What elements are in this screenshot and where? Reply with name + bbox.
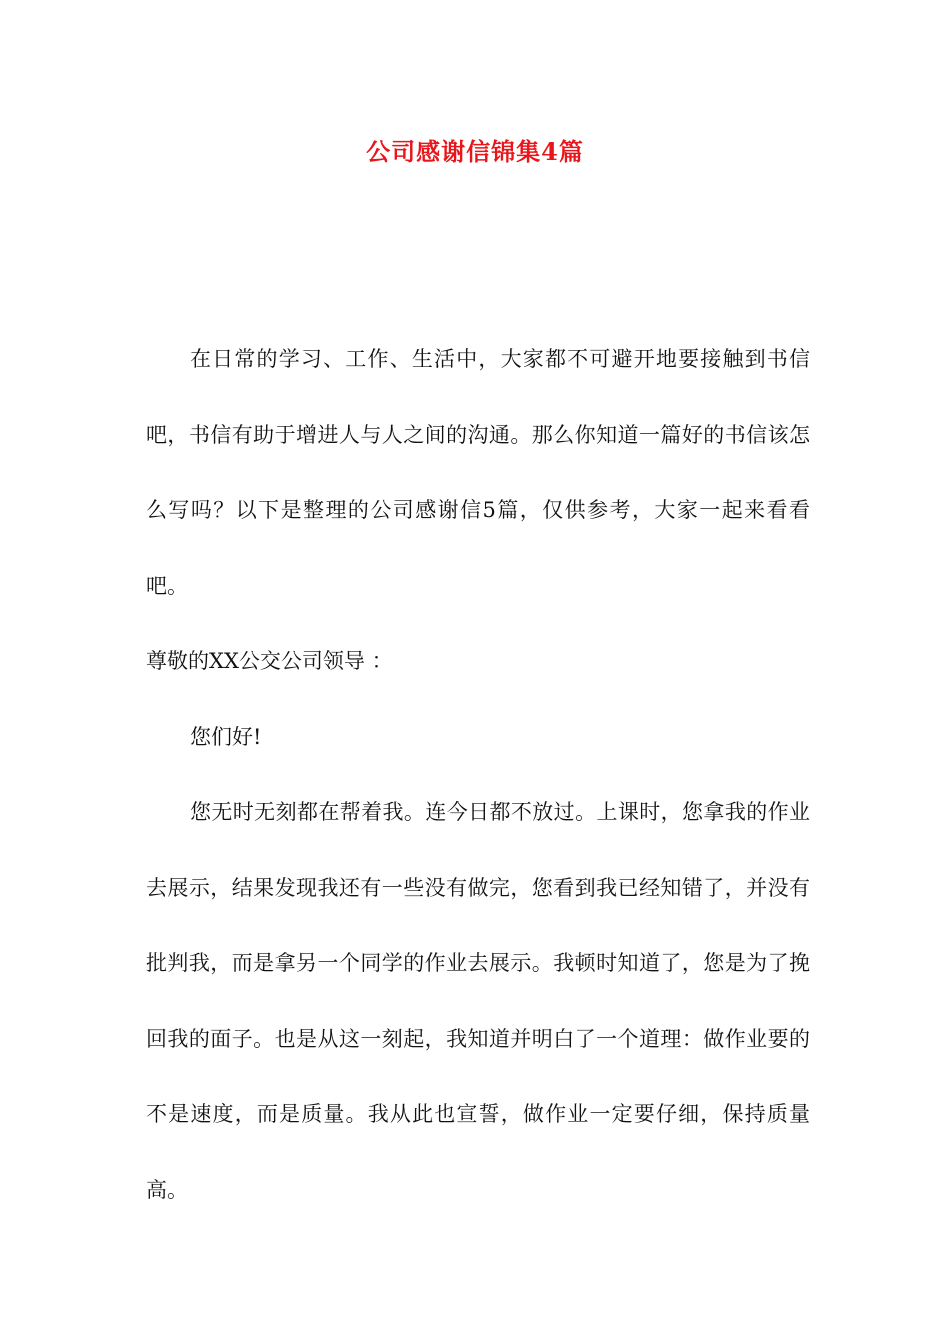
paragraph-letter-body: 您无时无刻都在帮着我。连今日都不放过。上课时，您拿我的作业去展示，结果发现我还有一些没有做完，您看到我已经知错了，并没有批判我，而是拿另一个同学的作业去展示。我顿时知道了，您是为了挽回我的面子。也是从这一刻起，我知道并明白了一个道理：做作业要的不是速度，而是质量。我从此也宣誓，做作业一定要仔细，保持质量高。 bbox=[146, 800, 810, 1202]
paragraph-salutation: 尊敬的XX公交公司领导 ： bbox=[146, 649, 393, 673]
document-title: 公司感谢信锦集4篇 bbox=[366, 137, 584, 166]
paragraph-greeting: 您们好! bbox=[190, 724, 262, 749]
paragraph-intro: 在日常的学习、工作、生活中，大家都不可避开地要接触到书信吧，书信有助于增进人与人之间的沟通。那么你知道一篇好的书信该怎么写吗？以下是整理的公司感谢信5篇，仅供参考，大家一起来看看吧。 bbox=[146, 347, 810, 598]
document-body bbox=[146, 322, 810, 1228]
